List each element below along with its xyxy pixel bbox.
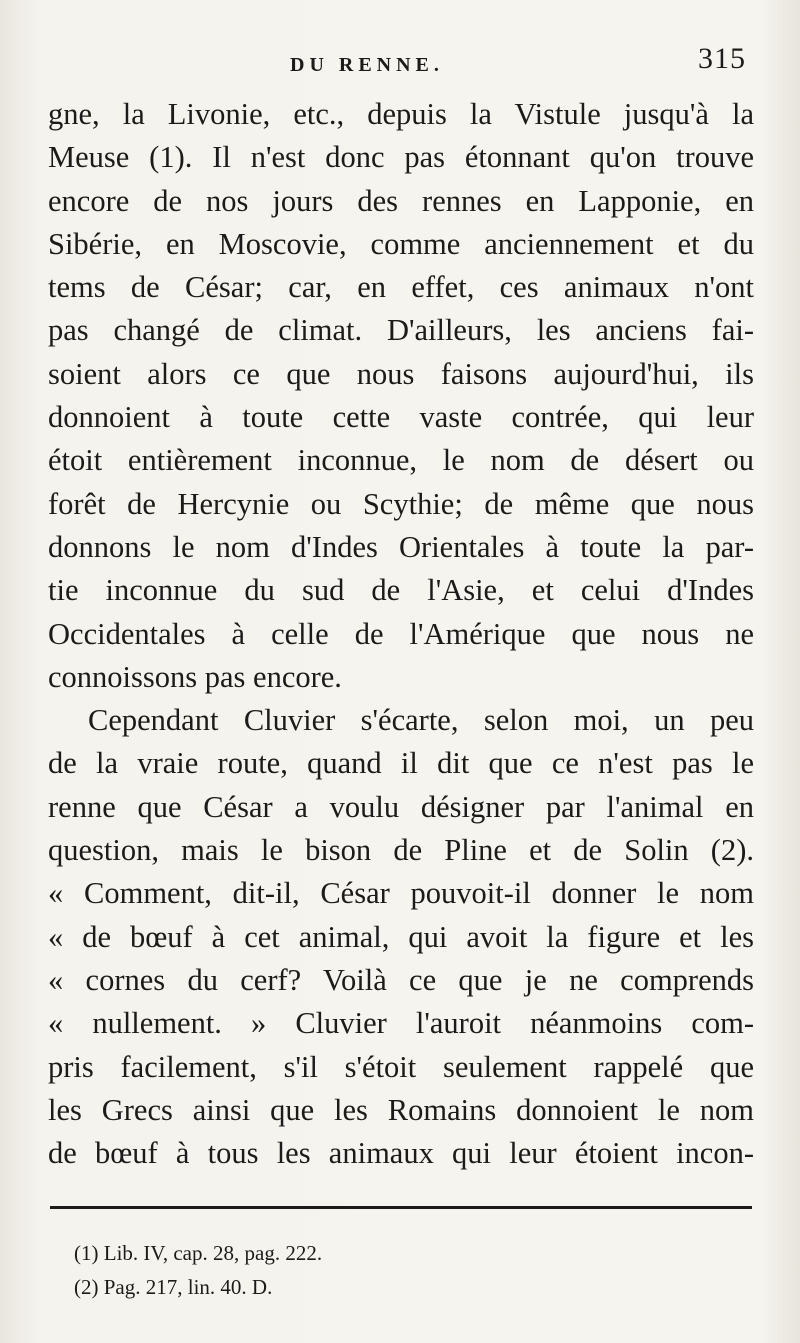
paragraph-1: [48, 93, 754, 699]
text-line: connoissons pas encore.: [48, 659, 342, 694]
text-line: donnons le nom d'Indes Orientales à toute la par-: [48, 529, 754, 564]
text-line: Cependant Cluvier s'écarte, selon moi, un peu: [88, 703, 754, 738]
footnote-rule: [50, 1206, 752, 1209]
text-line: « cornes du cerf? Voilà ce que je ne comprends: [48, 962, 754, 997]
running-head: DU RENNE.: [290, 54, 444, 76]
text-line: soient alors ce que nous faisons aujourd'hui, ils: [48, 356, 754, 391]
text-line: « Comment, dit-il, César pouvoit-il donner le nom: [48, 876, 754, 911]
footnotes: [74, 1236, 754, 1304]
body-text: [48, 93, 754, 1175]
text-line: donnoient à toute cette vaste contrée, qui leur: [48, 400, 754, 435]
text-line: « de bœuf à cet animal, qui avoit la figure et les: [48, 919, 754, 954]
text-line: question, mais le bison de Pline et de Solin (2).: [48, 833, 754, 868]
text-line: Meuse (1). Il n'est donc pas étonnant qu'on trouve: [48, 140, 754, 175]
text-line: « nullement. » Cluvier l'auroit néanmoins com-: [48, 1006, 754, 1041]
page-number: 315: [698, 42, 746, 75]
text-line: forêt de Hercynie ou Scythie; de même que nous: [48, 486, 754, 521]
text-line: Sibérie, en Moscovie, comme anciennement et du: [48, 226, 754, 261]
text-line: de bœuf à tous les animaux qui leur étoient incon-: [48, 1136, 754, 1171]
text-line: Occidentales à celle de l'Amérique que nous ne: [48, 616, 754, 651]
text-line: gne, la Livonie, etc., depuis la Vistule jusqu'à la: [48, 97, 754, 131]
footnote-1: (1) Lib. IV, cap. 28, pag. 222.: [74, 1241, 323, 1265]
text-line: encore de nos jours des rennes en Lapponie, en: [48, 183, 754, 218]
page-header: [0, 42, 800, 82]
text-line: pas changé de climat. D'ailleurs, les anciens fai-: [48, 313, 754, 348]
text-line: renne que César a voulu désigner par l'animal en: [48, 789, 754, 824]
text-line: de la vraie route, quand il dit que ce n'est pas le: [48, 746, 754, 781]
text-line: les Grecs ainsi que les Romains donnoient le nom: [48, 1092, 754, 1127]
paragraph-2: [48, 699, 754, 1175]
text-line: tie inconnue du sud de l'Asie, et celui d'Indes: [48, 573, 754, 608]
text-line: pris facilement, s'il s'étoit seulement rappelé que: [48, 1049, 754, 1084]
text-line: étoit entièrement inconnue, le nom de désert ou: [48, 443, 754, 478]
footnote-2: (2) Pag. 217, lin. 40. D.: [74, 1275, 273, 1299]
text-line: tems de César; car, en effet, ces animaux n'ont: [48, 270, 754, 305]
